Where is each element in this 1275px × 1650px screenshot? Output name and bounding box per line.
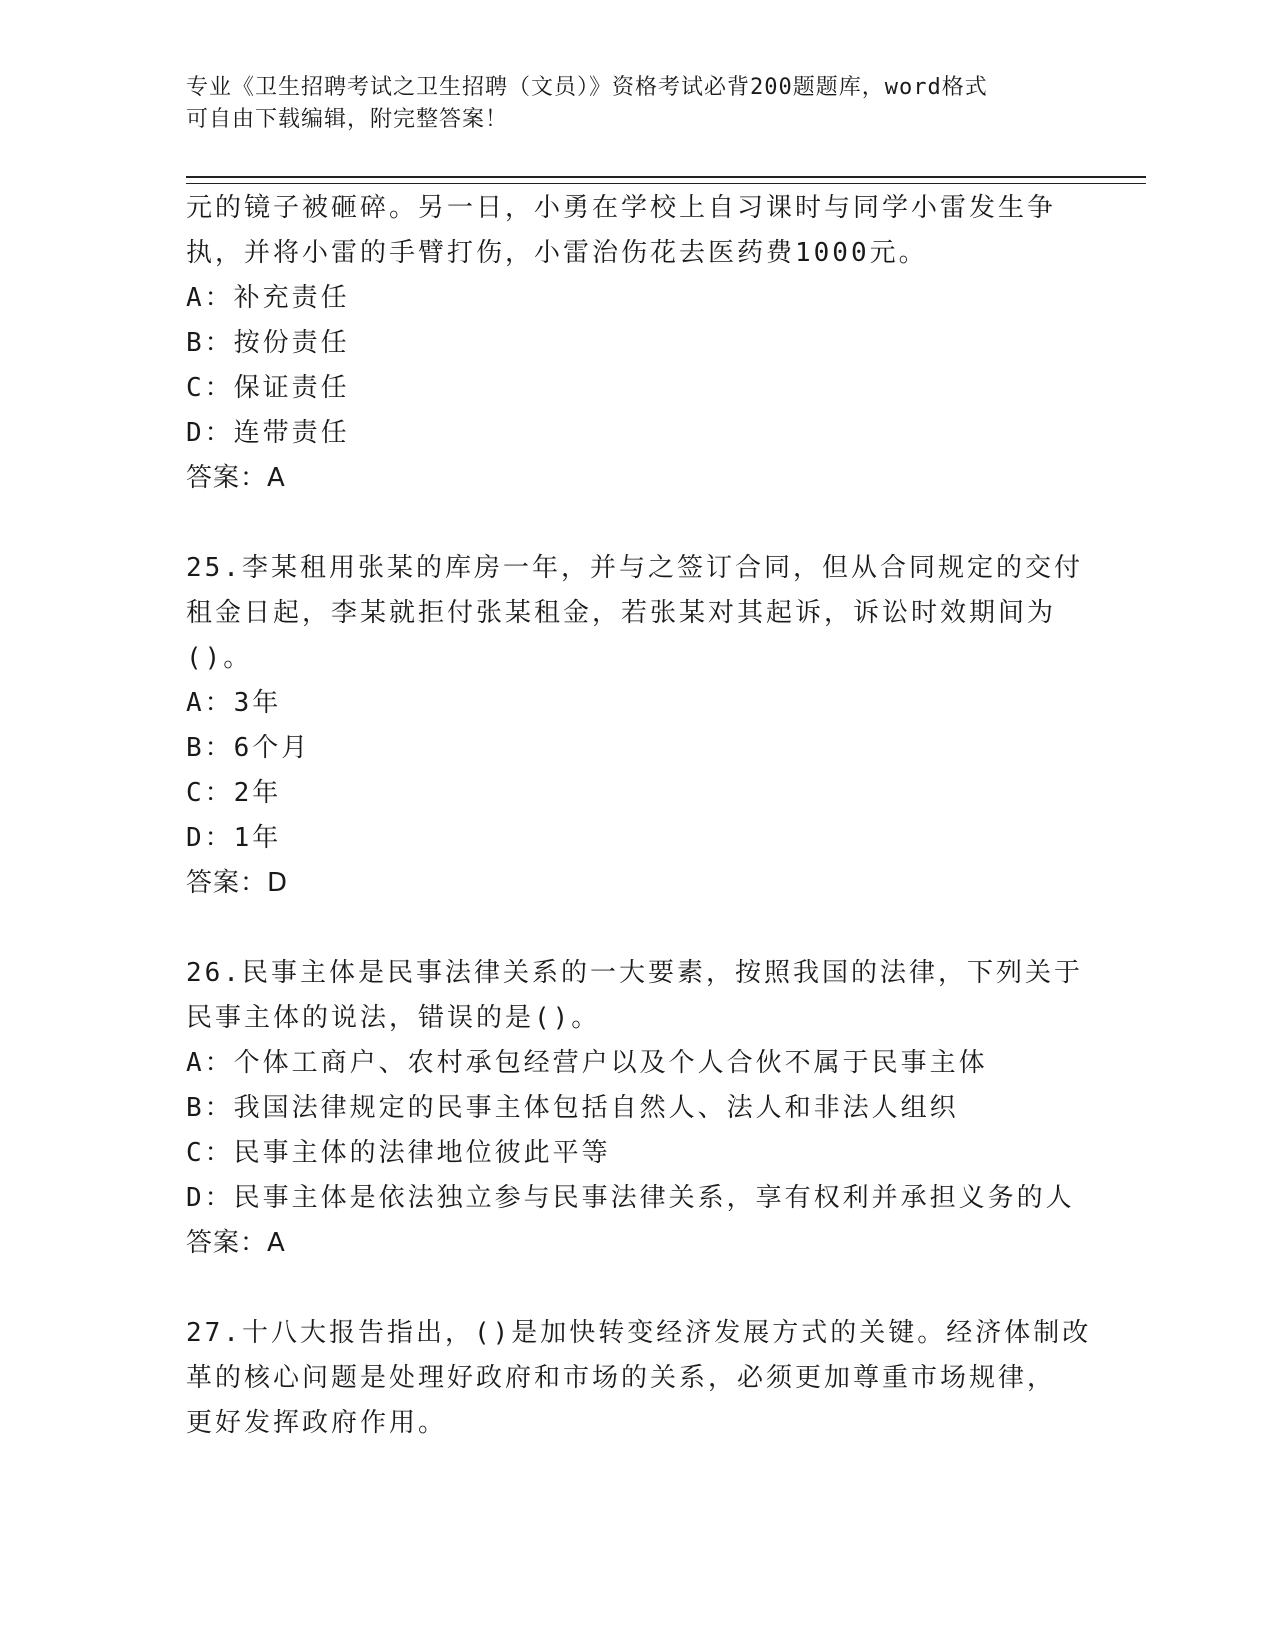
question-stem-line: 26.民事主体是民事法律关系的一大要素，按照我国的法律，下列关于: [186, 958, 1083, 988]
question-stem-line: ()。: [186, 643, 253, 673]
question-stem-line: 革的核心问题是处理好政府和市场的关系，必须更加尊重市场规律，: [186, 1363, 1057, 1393]
option-a: A：补充责任: [186, 283, 350, 313]
question-stem-line: 25.李某租用张某的库房一年，并与之签订合同，但从合同规定的交付: [186, 553, 1083, 583]
question-stem-line: 27.十八大报告指出，()是加快转变经济发展方式的关键。经济体制改: [186, 1318, 1092, 1348]
spacer: [186, 906, 1076, 951]
document-header: [186, 72, 1066, 136]
spacer: [186, 1266, 1076, 1311]
option-c: C：2年: [186, 778, 282, 808]
option-c: C：民事主体的法律地位彼此平等: [186, 1138, 611, 1168]
question-list: [186, 186, 1092, 1446]
question-stem-line: 元的镜子被砸碎。另一日，小勇在学校上自习课时与同学小雷发生争: [186, 193, 1057, 223]
question-24: [186, 186, 1076, 501]
question-stem-line: 租金日起，李某就拒付张某租金，若张某对其起诉，诉讼时效期间为: [186, 598, 1057, 628]
answer-line: 答案：D: [186, 868, 289, 898]
answer-line: 答案：A: [186, 1228, 286, 1258]
option-a: A：3年: [186, 688, 282, 718]
question-stem-line: 更好发挥政府作用。: [186, 1408, 448, 1438]
question-25: [186, 546, 1083, 906]
option-d: D：连带责任: [186, 418, 350, 448]
option-d: D：1年: [186, 823, 282, 853]
option-d: D：民事主体是依法独立参与民事法律关系，享有权利并承担义务的人: [186, 1183, 1075, 1213]
option-a: A：个体工商户、农村承包经营户以及个人合伙不属于民事主体: [186, 1048, 988, 1078]
header-title-line-2: 可自由下载编辑，附完整答案！: [186, 107, 509, 132]
option-b: B：6个月: [186, 733, 311, 763]
spacer: [186, 501, 1076, 546]
question-26: [186, 951, 1083, 1266]
answer-line: 答案：A: [186, 463, 286, 493]
question-27: [186, 1311, 1092, 1446]
option-b: B：按份责任: [186, 328, 350, 358]
question-stem-line: 民事主体的说法，错误的是()。: [186, 1003, 601, 1033]
option-c: C：保证责任: [186, 373, 350, 403]
option-b: B：我国法律规定的民事主体包括自然人、法人和非法人组织: [186, 1093, 959, 1123]
header-divider: [186, 176, 1146, 184]
question-stem-line: 执，并将小雷的手臂打伤，小雷治伤花去医药费1000元。: [186, 238, 928, 268]
header-title-line-1: 专业《卫生招聘考试之卫生招聘（文员）》资格考试必背200题题库，word格式: [186, 75, 988, 100]
